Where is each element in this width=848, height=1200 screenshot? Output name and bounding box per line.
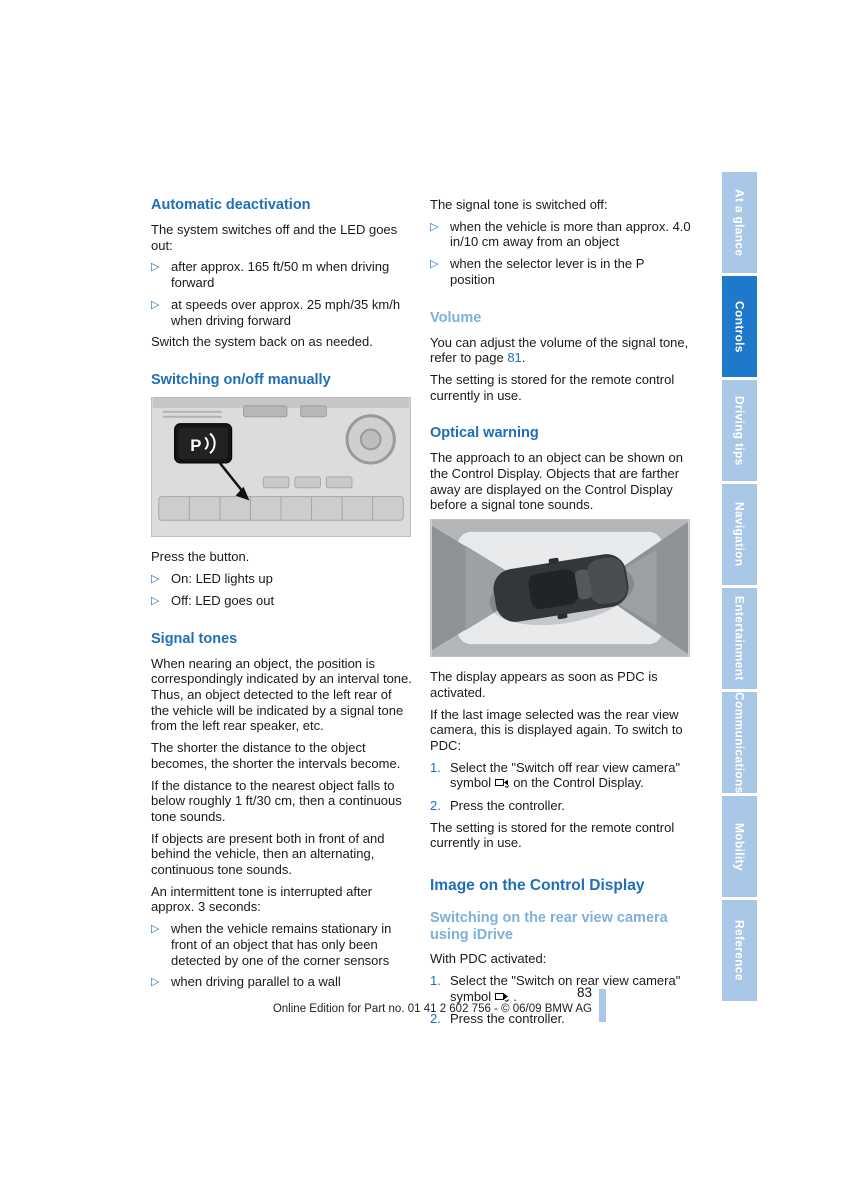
paragraph: An intermittent tone is interrupted after approx. 3 seconds: — [151, 883, 373, 915]
paragraph: If objects are present both in front of and behind the vehicle, then an alternating, continuous tone sounds. — [151, 830, 385, 878]
step-text-pre: Select the "Switch on rear view camera" symbol — [450, 972, 681, 1004]
page-number: 83 — [576, 985, 592, 1000]
tab-label: Driving tips — [732, 395, 747, 466]
bullet-text: at speeds over approx. 25 mph/35 km/h when driving forward — [171, 296, 401, 328]
heading-automatic-deactivation: Automatic deactivation — [151, 197, 311, 213]
pdc-button-photo — [151, 397, 411, 537]
paragraph: The setting is stored for the remote control currently in use. — [430, 819, 675, 851]
step-text-pre: Select the "Switch off rear view camera" symbol — [450, 759, 681, 791]
heading-image-on-control-display: Image on the Control Display — [430, 877, 645, 895]
switch-off-rear-camera-icon — [495, 776, 509, 792]
bullet-text: when driving parallel to a wall — [171, 974, 341, 990]
step-number: 1. — [430, 759, 441, 775]
bullet-triangle-icon: ▷ — [151, 976, 160, 989]
bullet-text: when the selector lever is in the P position — [450, 256, 645, 287]
bullet-text: On: LED lights up — [171, 570, 273, 586]
paragraph: The display appears as soon as PDC is activated. — [430, 669, 658, 700]
tab-label: Communications — [732, 691, 747, 794]
tab-controls[interactable] — [722, 276, 757, 377]
tab-navigation[interactable] — [722, 484, 757, 585]
tab-label: Navigation — [732, 502, 747, 567]
paragraph: Switch the system back on as needed. — [151, 334, 373, 350]
right-column — [430, 197, 692, 1033]
paragraph: The approach to an object can be shown on the Control Display. Objects that are farther away are displayed on the Control Display before a signal tone sounds. — [430, 450, 683, 513]
step-text-post: . — [513, 988, 517, 1004]
list-item — [151, 571, 413, 587]
paragraph-text: . — [521, 350, 526, 366]
paragraph: The setting is stored for the remote control currently in use. — [430, 371, 675, 403]
bullet-triangle-icon: ▷ — [151, 298, 160, 311]
tab-label: Reference — [732, 920, 747, 981]
paragraph: The signal tone is switched off: — [430, 197, 608, 212]
list-item — [430, 798, 692, 814]
tab-reference[interactable] — [722, 900, 757, 1001]
bullet-text: when the vehicle remains stationary in front of an object that has only been detected by one of the corner sensors — [171, 921, 392, 968]
bullet-text: when the vehicle is more than approx. 4.0 in/10 cm away from an object — [450, 218, 691, 250]
tab-label: Controls — [732, 300, 747, 353]
heading-volume: Volume — [430, 309, 482, 326]
step-number: 2. — [430, 1011, 441, 1027]
heading-signal-tones: Signal tones — [151, 630, 238, 647]
bullet-triangle-icon: ▷ — [151, 572, 160, 585]
step-text-post: on the Control Display. — [513, 775, 644, 791]
bullet-text: after approx. 165 ft/50 m when driving forward — [171, 259, 390, 291]
paragraph: If the distance to the nearest object falls to below roughly 1 ft/30 cm, then a continuous tone sounds. — [151, 777, 402, 824]
left-column — [151, 197, 413, 996]
paragraph: If the last image selected was the rear view camera, this is displayed again. To switch to PDC: — [430, 706, 683, 753]
section-tab-bar — [722, 172, 757, 1004]
list-item — [430, 256, 692, 287]
paragraph: The shorter the distance to the object becomes, the shorter the intervals become. — [151, 740, 401, 771]
tab-entertainment[interactable] — [722, 588, 757, 689]
tab-communications[interactable] — [722, 692, 757, 793]
pdc-display-photo — [430, 519, 690, 657]
paragraph: When nearing an object, the position is correspondingly indicated by an interval tone. Thus, an object detected to the left rear of the vehicle will be indicated by a signal tone from the left rear speaker, etc. — [151, 655, 412, 734]
list-item — [151, 921, 413, 968]
list-item — [430, 760, 692, 792]
tab-mobility[interactable] — [722, 796, 757, 897]
step-text: Press the controller. — [450, 1011, 565, 1027]
paragraph: The system switches off and the LED goes out: — [151, 222, 398, 253]
list-item — [151, 593, 413, 609]
tab-at-a-glance[interactable] — [722, 172, 757, 273]
bullet-triangle-icon: ▷ — [430, 220, 439, 233]
paragraph — [430, 335, 692, 366]
tab-label: Mobility — [732, 822, 747, 871]
paragraph: Press the button. — [151, 548, 250, 564]
step-number: 1. — [430, 972, 441, 988]
heading-switching-manually: Switching on/off manually — [151, 371, 331, 388]
footer-edition-line: Online Edition for Part no. 01 41 2 602 756 - © 06/09 BMW AG — [272, 1003, 592, 1015]
bullet-triangle-icon: ▷ — [430, 258, 439, 271]
heading-optical-warning: Optical warning — [430, 425, 539, 442]
tab-label: Entertainment — [732, 596, 747, 681]
bullet-text: Off: LED goes out — [171, 592, 275, 608]
tab-label: At a glance — [732, 188, 747, 257]
paragraph-text: You can adjust the volume of the signal tone, refer to page — [430, 334, 689, 366]
page-reference-link[interactable]: 81 — [507, 350, 522, 366]
footer-accent-bar — [599, 989, 606, 1022]
svg-text:P: P — [190, 436, 202, 456]
step-text — [450, 760, 692, 792]
list-item — [151, 297, 413, 328]
step-text: Press the controller. — [450, 798, 565, 814]
paragraph: With PDC activated: — [430, 951, 547, 967]
list-item — [430, 219, 692, 250]
heading-switching-on-rear-view-camera: Switching on the rear view camera using iDrive — [430, 910, 668, 944]
bullet-triangle-icon: ▷ — [151, 594, 160, 607]
list-item — [151, 259, 413, 290]
step-number: 2. — [430, 798, 441, 814]
bullet-triangle-icon: ▷ — [151, 923, 160, 936]
bullet-triangle-icon: ▷ — [151, 261, 160, 274]
tab-driving-tips[interactable] — [722, 380, 757, 481]
